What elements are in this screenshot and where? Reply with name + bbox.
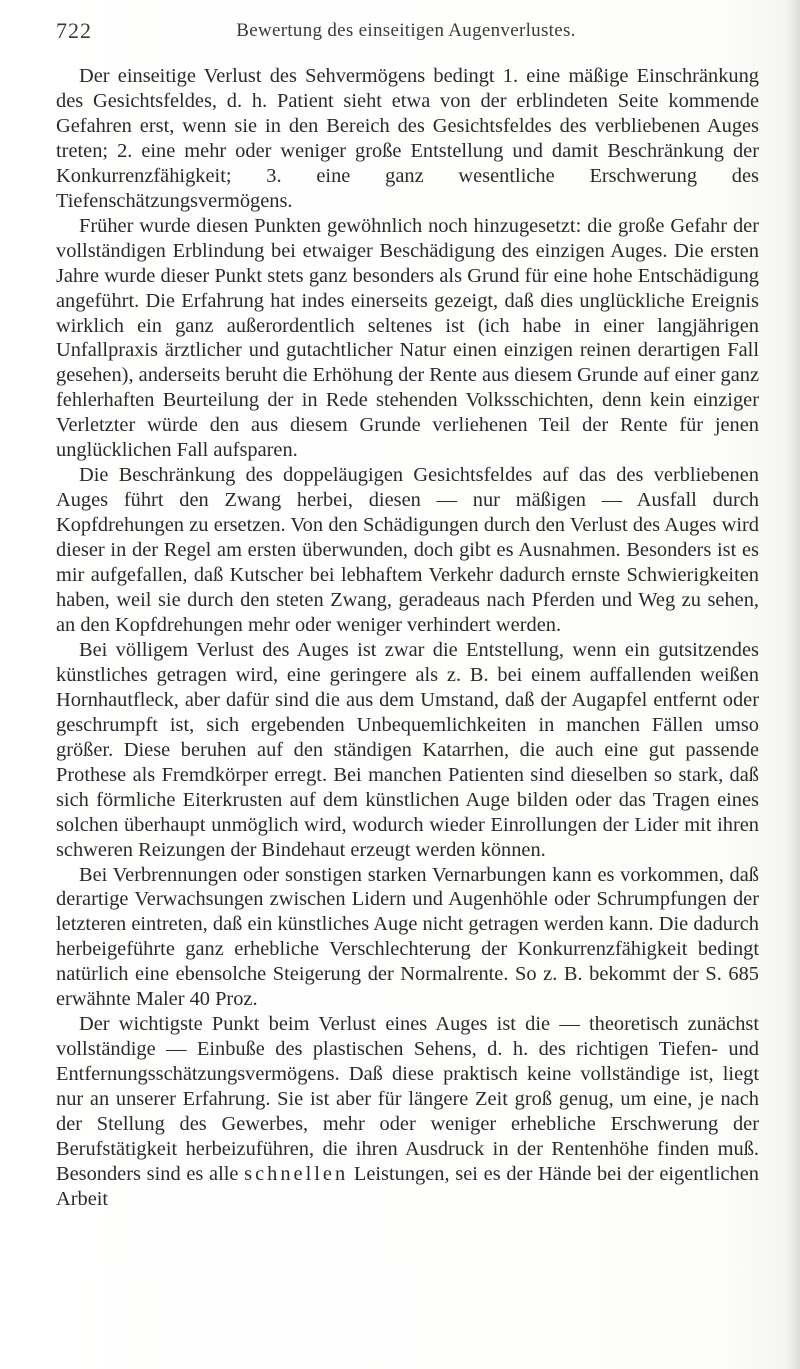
paragraph-6-text-after: Leistungen, sei es der Hände bei der eigentlichen Arbeit [56,1162,759,1210]
paragraph-6 [56,1012,759,1212]
paragraph-5: Bei Verbrennungen oder sonstigen starken Vernarbungen kann es vorkommen, daß derartige Verwachsungen zwischen Lidern und Augenhöhle oder Schrumpfungen der letzteren eintreten, daß ein künstliches Auge nicht getragen werden kann. Die dadurch herbeigeführte ganz erhebliche Verschlechterung der Konkurrenzfähigkeit bedingt natürlich eine ebensolche Steigerung der Normalrente. So z. B. bekommt der S. 685 erwähnte Maler 40 Proz. [56,863,759,1011]
paragraph-4: Bei völligem Verlust des Auges ist zwar die Entstellung, wenn ein gutsitzendes künstliches getragen wird, eine geringere als z. B. bei einem auffallenden weißen Hornhautfleck, aber dafür sind die aus dem Umstand, daß der Augapfel entfernt oder geschrumpft ist, sich ergebenden Unbequemlichkeiten in manchen Fällen umso größer. Diese beruhen auf den ständigen Katarrhen, die auch eine gut passende Prothese als Fremdkörper erregt. Bei manchen Patienten sind dieselben so stark, daß sich förmliche Eiterkrusten auf dem künstlichen Auge bilden oder das Tragen eines solchen überhaupt unmöglich wird, wodurch wieder Einrollungen der Lider mit ihren schweren Reizungen der Bindehaut erzeugt werden können. [56,638,759,861]
running-title: Bewertung des einseitigen Augenverlustes. [236,20,576,41]
page-number: 722 [56,18,92,43]
page-edge-shadow [786,0,800,1369]
paragraph-6-text-before: Der wichtigste Punkt beim Verlust eines Auges ist die — theoretisch zunächst vollständige — Einbuße des plastischen Sehens, d. h. des richtigen Tiefen- und Entfernungsschätzungsvermögens. Daß diese praktisch keine vollständige ist, liegt nur an unserer Erfahrung. Sie ist aber für längere Zeit groß genug, um eine, je nach der Stellung des Gewerbes, mehr oder weniger erhebliche Erschwerung der Berufstätigkeit herbeizuführen, die ihren Ausdruck in der Rentenhöhe finden muß. Besonders sind es alle [56,1013,759,1185]
page-header [56,18,756,48]
body-text [56,64,759,1212]
paragraph-2: Früher wurde diesen Punkten gewöhnlich noch hinzugesetzt: die große Gefahr der vollständigen Erblindung bei etwaiger Beschädigung des einzigen Auges. Die ersten Jahre wurde dieser Punkt stets ganz besonders als Grund für eine hohe Entschädigung angeführt. Die Erfahrung hat indes einerseits gezeigt, daß dies unglückliche Ereignis wirklich ein ganz außerordentlich seltenes ist (ich habe in einer langjährigen Unfallpraxis ärztlicher und gutachtlicher Natur einen einzigen reinen derartigen Fall gesehen), anderseits beruht die Erhöhung der Rente aus diesem Grunde auf einer ganz fehlerhaften Beurteilung der in Rede stehenden Volksschichten, denn kein einziger Verletzter würde den aus diesem Grunde verliehenen Teil der Rente für jenen unglücklichen Fall aufsparen. [56,214,759,462]
paragraph-6-emphasis: schnellen [244,1162,349,1185]
paragraph-3: Die Beschränkung des doppeläugigen Gesichtsfeldes auf das des verbliebenen Auges führt den Zwang herbei, diesen — nur mäßigen — Ausfall durch Kopfdrehungen zu ersetzen. Von den Schädigungen durch den Verlust des Auges wird dieser in der Regel am ersten überwunden, doch gibt es Ausnahmen. Besonders ist es mir aufgefallen, daß Kutscher bei lebhaftem Verkehr dadurch ernste Schwierigkeiten haben, weil sie durch den steten Zwang, geradeaus nach Pferden und Weg zu sehen, an den Kopfdrehungen mehr oder weniger verhindert werden. [56,464,759,636]
paragraph-1: Der einseitige Verlust des Sehvermögens bedingt 1. eine mäßige Einschränkung des Gesichtsfeldes, d. h. Patient sieht etwa von der erblindeten Seite kommende Gefahren erst, wenn sie in den Bereich des Gesichtsfeldes des verbliebenen Auges treten; 2. eine mehr oder weniger große Entstellung und damit Beschränkung der Konkurrenzfähigkeit; 3. eine ganz wesentliche Erschwerung des Tiefenschätzungsvermögens. [56,65,759,212]
